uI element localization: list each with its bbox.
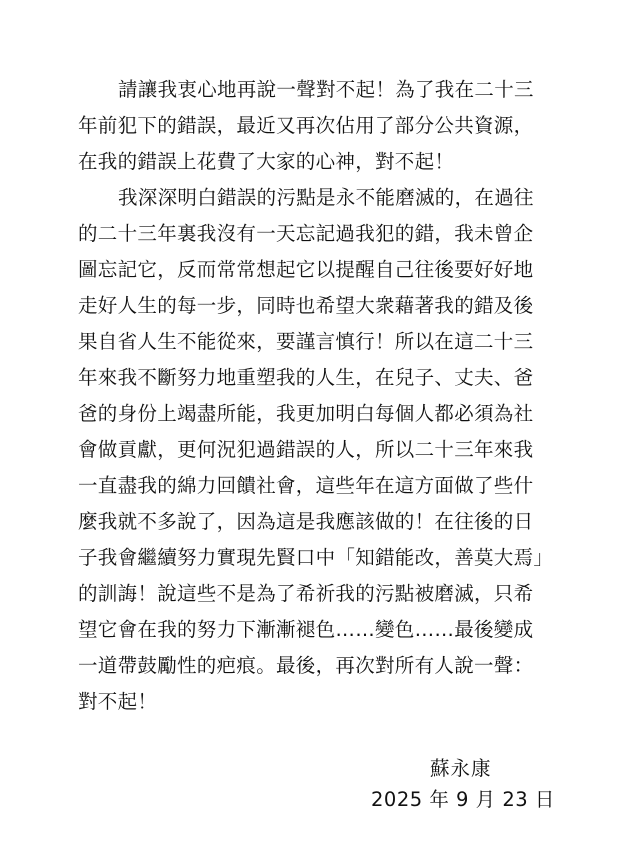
paragraph-2-line-14: 一道帶鼓勵性的疤痕。最後，再次對所有人說一聲： (78, 654, 534, 677)
paragraph-2-line-6: 年來我不斷努力地重塑我的人生，在兒子、丈夫、爸 (78, 366, 534, 389)
paragraph-1-line-3: 在我的錯誤上花費了大家的心神，對不起！ (78, 150, 455, 173)
paragraph-1 (78, 72, 548, 180)
paragraph-1-line-1: 請讓我衷心地再說一聲對不起！為了我在二十三 (118, 78, 534, 101)
paragraph-2-line-1: 我深深明白錯誤的污點是永不能磨滅的，在過往 (118, 186, 534, 209)
paragraph-2-line-2: 的二十三年裏我沒有一天忘記過我犯的錯，我未曾企 (78, 222, 534, 245)
paragraph-2-line-10: 麼我就不多說了，因為這是我應該做的！在往後的日 (78, 510, 534, 533)
paragraph-2-line-9: 一直盡我的綿力回饋社會，這些年在這方面做了些什 (78, 474, 534, 497)
paragraph-2-line-8: 會做貢獻，更何況犯過錯誤的人，所以二十三年來我 (78, 438, 534, 461)
paragraph-2-line-5: 果自省人生不能從來，要謹言慎行！所以在這二十三 (78, 330, 534, 353)
paragraph-2-line-11: 子我會繼續努力實現先賢口中「知錯能改，善莫大焉」 (78, 546, 554, 569)
paragraph-2-line-4: 走好人生的每一步，同時也希望大衆藉著我的錯及後 (78, 294, 534, 317)
paragraph-2-line-3: 圖忘記它，反而常常想起它以提醒自己往後要好好地 (78, 258, 534, 281)
paragraph-2 (78, 180, 554, 720)
paragraph-2-line-15: 對不起！ (78, 690, 158, 713)
letter-date: 2025 年 9 月 23 日 (371, 788, 555, 811)
letter-body (78, 72, 554, 720)
paragraph-2-line-13: 望它會在我的努力下漸漸褪色……變色……最後變成 (78, 618, 534, 641)
signature: 蘇永康 (430, 757, 492, 780)
paragraph-1-line-2: 年前犯下的錯誤，最近又再次佔用了部分公共資源， (78, 114, 534, 137)
paragraph-2-line-12: 的訓誨！說這些不是為了希祈我的污點被磨滅，只希 (78, 582, 534, 605)
paragraph-2-line-7: 爸的身份上竭盡所能，我更加明白每個人都必須為社 (78, 402, 534, 425)
